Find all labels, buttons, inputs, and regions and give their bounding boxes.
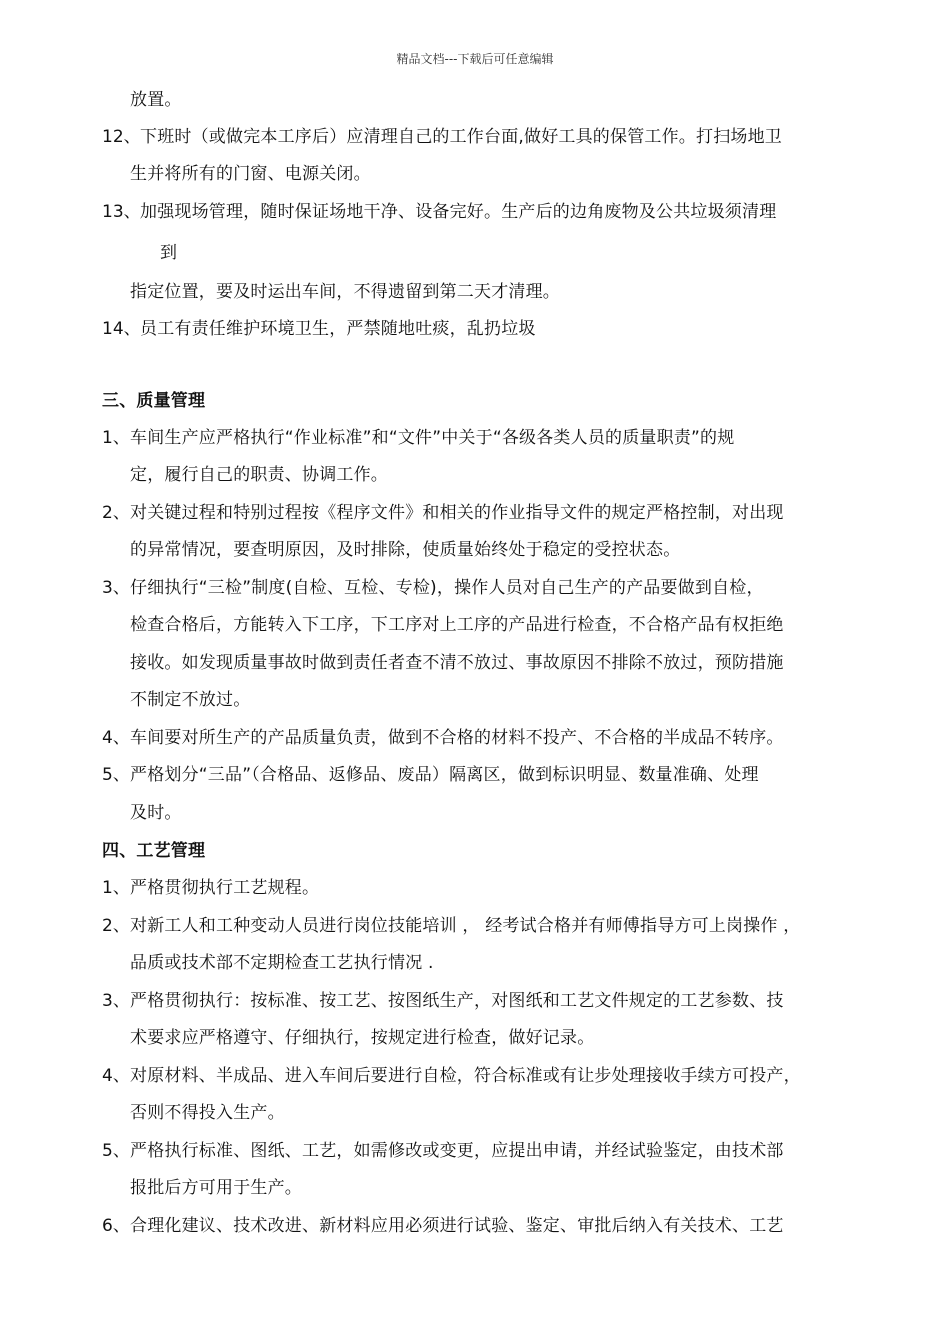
- text-line: 严格贯彻执行：按标准、按工艺、按图纸生产，对图纸和工艺文件规定的工艺参数、技: [130, 991, 784, 1011]
- text-line: 的异常情况，要查明原因，及时排除，使质量始终处于稳定的受控状态。: [130, 540, 681, 560]
- text-line: 加强现场管理，随时保证场地干净、设备完好。生产后的边角废物及公共垃圾须清理: [140, 202, 777, 222]
- text-line: 指定位置，要及时运出车间，不得遗留到第二天才清理。: [130, 282, 560, 302]
- item-number: 1、: [102, 428, 130, 448]
- text-line: 车间要对所生产的产品质量负责，做到不合格的材料不投产、不合格的半成品不转序。: [130, 728, 784, 748]
- item-number: 12、: [102, 127, 141, 147]
- text-line: 不制定不放过。: [130, 690, 251, 710]
- text-line: 严格划分“三品”（合格品、返修品、废品）隔离区，做到标识明显、数量准确、处理: [130, 765, 759, 785]
- text-line: 否则不得投入生产。: [130, 1103, 285, 1123]
- item-number: 5、: [102, 765, 130, 785]
- text-line: 品质或技术部不定期检查工艺执行情况 .: [130, 953, 434, 973]
- section-heading: 四、工艺管理: [102, 841, 206, 861]
- text-line: 接收。如发现质量事故时做到责任者查不清不放过、事故原因不排除不放过，预防措施: [130, 653, 784, 673]
- text-line: 严格贯彻执行工艺规程。: [130, 878, 320, 898]
- item-number: 13、: [102, 202, 141, 222]
- text-line: 及时。: [130, 803, 182, 823]
- item-number: 4、: [102, 728, 130, 748]
- text-line: 车间生产应严格执行“作业标准”和“文件”中关于“各级各类人员的质量职责”的规: [130, 428, 735, 448]
- item-number: 6、: [102, 1216, 130, 1236]
- text-line: 合理化建议、技术改进、新材料应用必须进行试验、鉴定、审批后纳入有关技术、工艺: [130, 1216, 784, 1236]
- item-number: 2、: [102, 916, 130, 936]
- text-line: 对原材料、半成品、进入车间后要进行自检，符合标准或有让步处理接收手续方可投产，: [130, 1066, 801, 1086]
- text-line: 下班时（或做完本工序后）应清理自己的工作台面,做好工具的保管工作。打扫场地卫: [140, 127, 783, 147]
- text-line: 术要求应严格遵守、仔细执行，按规定进行检查，做好记录。: [130, 1028, 595, 1048]
- text-line: 到: [160, 243, 178, 263]
- section-heading: 三、质量管理: [102, 391, 206, 411]
- item-number: 5、: [102, 1141, 130, 1161]
- item-number: 4、: [102, 1066, 130, 1086]
- text-line: 仔细执行“三检”制度(自检、互检、专检)，操作人员对自己生产的产品要做到自检，: [130, 578, 764, 598]
- item-number: 3、: [102, 991, 130, 1011]
- text-line: 生并将所有的门窗、电源关闭。: [130, 164, 371, 184]
- text-line: 对新工人和工种变动人员进行岗位技能培训 ， 经考试合格并有师傅指导方可上岗操作 ，: [130, 916, 801, 936]
- text-line: 检查合格后，方能转入下工序，下工序对上工序的产品进行检查，不合格产品有权拒绝: [130, 615, 784, 635]
- text-line: 放置。: [130, 90, 182, 110]
- text-line: 严格执行标准、图纸、工艺，如需修改或变更，应提出申请，并经试验鉴定，由技术部: [130, 1141, 784, 1161]
- item-number: 1、: [102, 878, 130, 898]
- page-header: 精品文档---下载后可任意编辑: [396, 52, 554, 66]
- text-line: 对关键过程和特别过程按《程序文件》和相关的作业指导文件的规定严格控制，对出现: [130, 503, 784, 523]
- item-number: 3、: [102, 578, 130, 598]
- text-line: 定，履行自己的职责、协调工作。: [130, 465, 388, 485]
- text-line: 报批后方可用于生产。: [130, 1178, 302, 1198]
- item-number: 14、: [102, 319, 141, 339]
- item-number: 2、: [102, 503, 130, 523]
- text-line: 员工有责任维护环境卫生，严禁随地吐痰，乱扔垃圾: [140, 319, 536, 339]
